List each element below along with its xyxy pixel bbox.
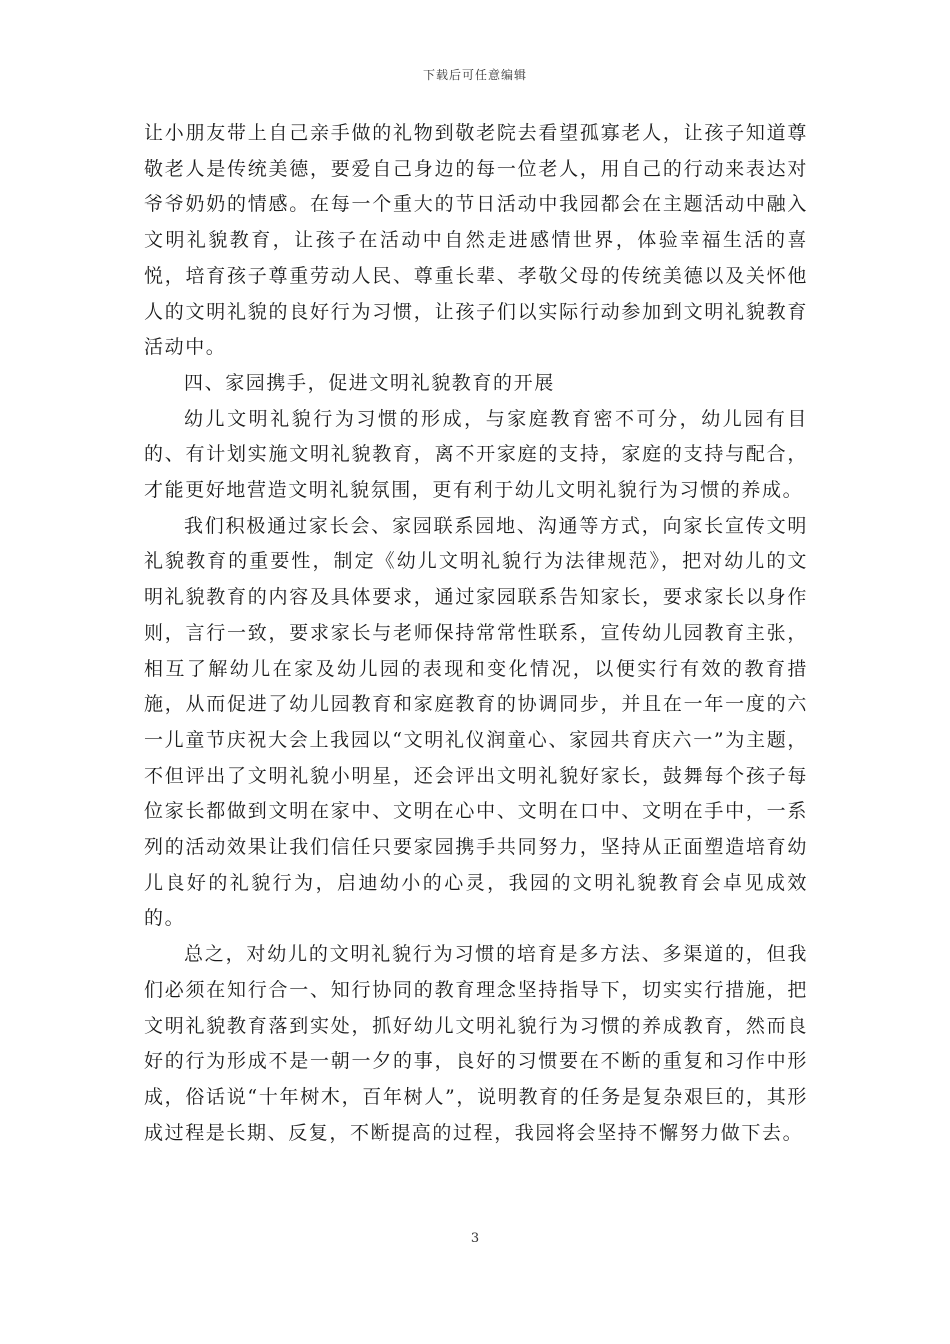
section-heading: 四、家园携手，促进文明礼貌教育的开展	[184, 371, 555, 394]
page-header: 下载后可任意编辑	[422, 68, 527, 82]
paragraph-continuation: 让小朋友带上自己亲手做的礼物到敬老院去看望孤寡老人，让孩子知道尊敬老人是传统美德，要爱自己身边的每一位老人，用自己的行动来表达对爷爷奶奶的情感。在每一个重大的节日活动中我园都会在主题活动中融入文明礼貌教育，让孩子在活动中自然走进感情世界，体验幸福生活的喜悦，培育孩子尊重劳动人民、尊重长辈、孝敬父母的传统美德以及关怀他人的文明礼貌的良好行为习惯，让孩子们以实际行动参加到文明礼貌教育活动中。	[144, 122, 808, 359]
paragraph: 我们积极通过家长会、家园联系园地、沟通等方式，向家长宣传文明礼貌教育的重要性，制定《幼儿文明礼貌行为法律规范》，把对幼儿的文明礼貌教育的内容及具体要求，通过家园联系告知家长，要求家长以身作则，言行一致，要求家长与老师保持常常性联系，宣传幼儿园教育主张，相互了解幼儿在家及幼儿园的表现和变化情况，以便实行有效的教育措施，从而促进了幼儿园教育和家庭教育的协调同步，并且在一年一度的六一儿童节庆祝大会上我园以“文明礼仪润童心、家园共育庆六一”为主题，不但评出了文明礼貌小明星，还会评出文明礼貌好家长，鼓舞每个孩子每位家长都做到文明在家中、文明在心中、文明在口中、文明在手中，一系列的活动效果让我们信任只要家园携手共同努力，坚持从正面塑造培育幼儿良好的礼貌行为，启迪幼小的心灵，我园的文明礼貌教育会卓见成效的。	[144, 514, 808, 930]
page-number: 3	[470, 1231, 480, 1246]
document-body	[144, 116, 808, 1151]
paragraph: 总之，对幼儿的文明礼貌行为习惯的培育是多方法、多渠道的，但我们必须在知行合一、知行协同的教育理念坚持指导下，切实实行措施，把文明礼貌教育落到实处，抓好幼儿文明礼貌行为习惯的养成教育，然而良好的行为形成不是一朝一夕的事，良好的习惯要在不断的重复和习作中形成，俗话说“十年树木，百年树人”，说明教育的任务是复杂艰巨的，其形成过程是长期、反复，不断提高的过程，我园将会坚持不懈努力做下去。	[144, 943, 808, 1144]
paragraph: 幼儿文明礼貌行为习惯的形成，与家庭教育密不可分，幼儿园有目的、有计划实施文明礼貌教育，离不开家庭的支持，家庭的支持与配合，才能更好地营造文明礼貌氛围，更有利于幼儿文明礼貌行为习惯的养成。	[144, 407, 808, 502]
